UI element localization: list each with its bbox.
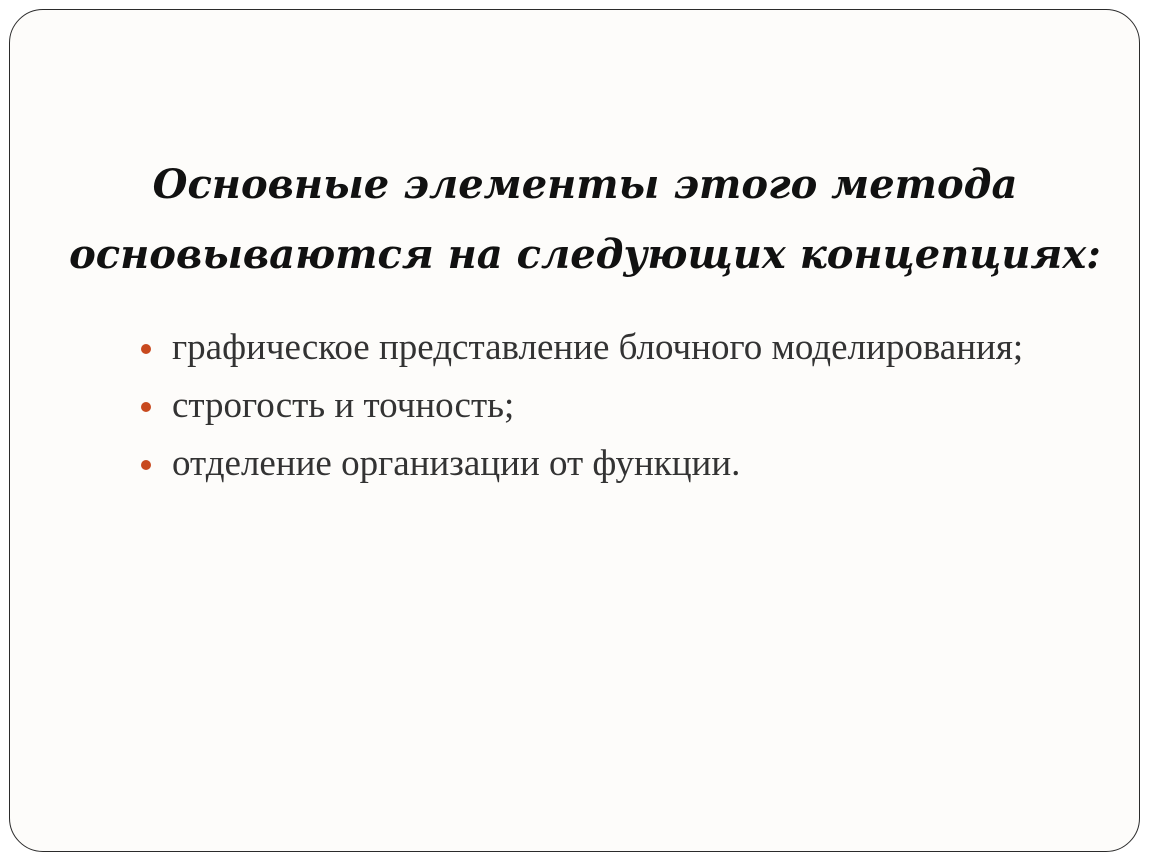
bullet-dot-icon — [141, 460, 151, 470]
slide-title-line-1: Основные элементы этого метода — [152, 161, 1018, 208]
slide-title — [50, 150, 1120, 290]
bullet-dot-icon — [141, 344, 151, 354]
bullet-item — [135, 384, 1035, 428]
bullet-text: графическое представление блочного моделирования; — [172, 327, 1024, 368]
bullet-item — [135, 326, 1035, 370]
slide-title-line-2: основываются на следующих концепциях: — [69, 231, 1101, 278]
bullet-item — [135, 442, 1035, 486]
bullet-list — [135, 326, 1035, 500]
bullet-text: строгость и точность; — [172, 385, 515, 426]
bullet-text: отделение организации от функции. — [172, 443, 741, 484]
slide-frame — [9, 9, 1140, 852]
bullet-dot-icon — [141, 402, 151, 412]
